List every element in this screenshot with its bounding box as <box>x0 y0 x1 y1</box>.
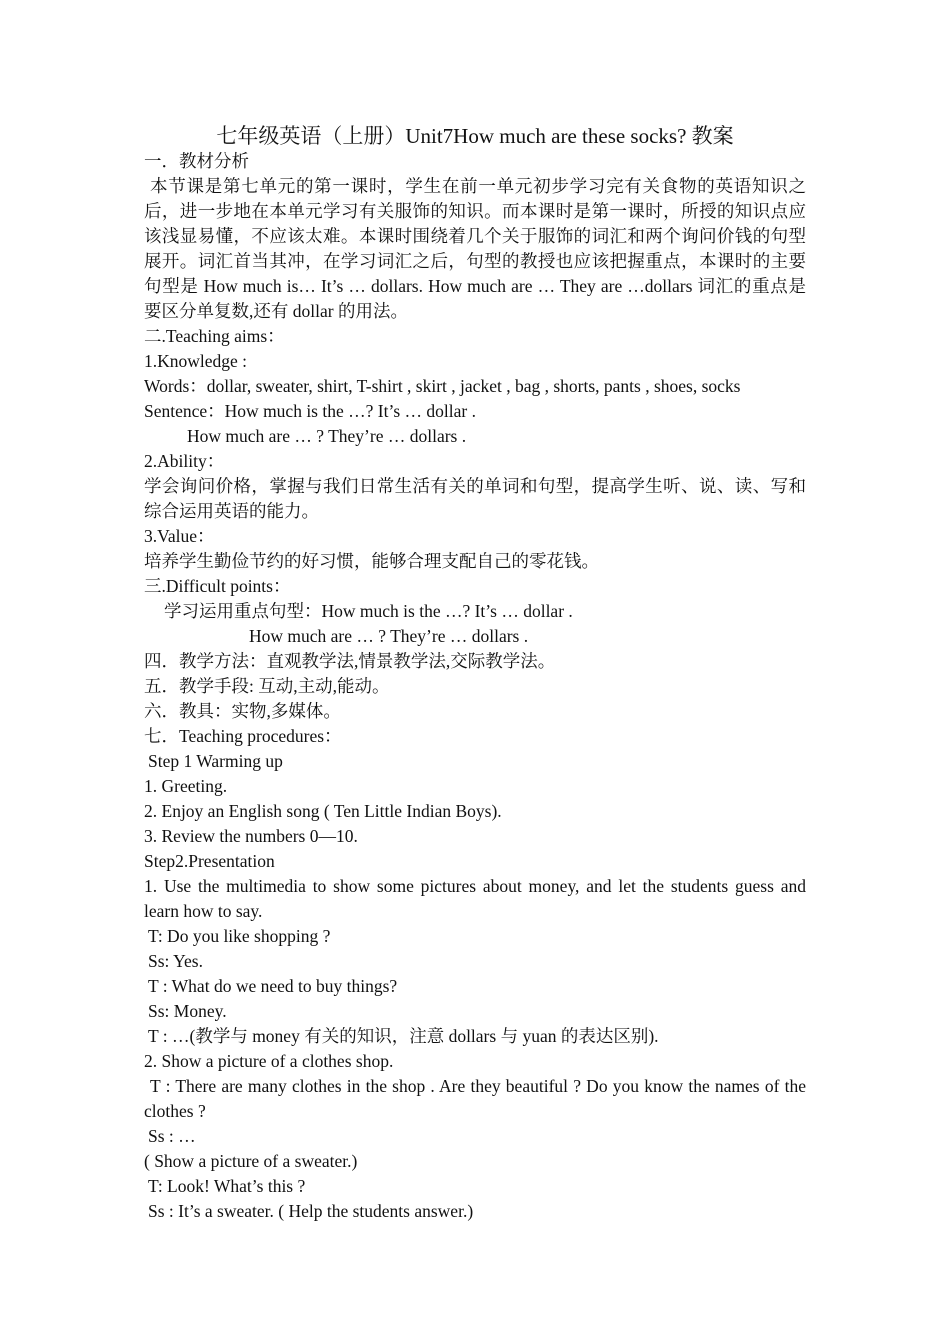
section-heading-difficult-points: 三.Difficult points： <box>144 576 291 596</box>
ability-heading: 2.Ability： <box>144 451 225 471</box>
sentence-line-1: Sentence：How much is the …? It’s … dollar . <box>144 401 476 421</box>
value-text: 培养学生勤俭节约的好习惯，能够合理支配自己的零花钱。 <box>144 551 599 571</box>
dialog-line-9: T: Look! What’s this ? <box>148 1176 306 1196</box>
section-heading-teaching-aims: 二.Teaching aims： <box>144 326 285 346</box>
difficult-line-2: How much are … ? They’re … dollars . <box>249 626 529 646</box>
step1-item-1: 1. Greeting. <box>144 776 228 796</box>
step1-item-2: 2. Enjoy an English song ( Ten Little Indian Boys). <box>144 801 502 821</box>
sentence-line-2: How much are … ? They’re … dollars . <box>187 426 467 446</box>
dialog-line-7: Ss : … <box>148 1126 196 1146</box>
section-teaching-aids: 六．教具：实物,多媒体。 <box>144 701 341 721</box>
dialog-line-4: Ss: Money. <box>148 1001 227 1021</box>
dialog-line-5: T : …(教学与 money 有关的知识，注意 dollars 与 yuan 的表达区别). <box>148 1026 659 1046</box>
section-teaching-means: 五．教学手段: 互动,主动,能动。 <box>144 676 390 696</box>
dialog-line-6: T : There are many clothes in the shop . Are they beautiful ? Do you know the names of the clothes ? <box>144 1076 806 1121</box>
step1-heading: Step 1 Warming up <box>148 751 283 771</box>
section-heading-materials-analysis: 一．教材分析 <box>144 151 249 171</box>
dialog-line-10: Ss : It’s a sweater. ( Help the students answer.) <box>148 1201 474 1221</box>
section-teaching-methods: 四．教学方法：直观教学法,情景教学法,交际教学法。 <box>144 651 556 671</box>
dialog-line-8: ( Show a picture of a sweater.) <box>144 1151 358 1171</box>
words-line: Words：dollar, sweater, shirt, T-shirt , skirt , jacket , bag , shorts, pants , shoes, socks <box>144 376 741 396</box>
ability-paragraph: 学会询问价格，掌握与我们日常生活有关的单词和句型，提高学生听、说、读、写和综合运用英语的能力。 <box>144 476 806 521</box>
dialog-line-3: T : What do we need to buy things? <box>148 976 398 996</box>
step2-item-1: 1. Use the multimedia to show some pictures about money, and let the students guess and learn how to say. <box>144 876 806 921</box>
document-body <box>144 149 806 1224</box>
difficult-line-1: 学习运用重点句型：How much is the …? It’s … dollar . <box>164 601 573 621</box>
section-heading-teaching-procedures: 七．Teaching procedures： <box>144 726 342 746</box>
step2-heading: Step2.Presentation <box>144 851 275 871</box>
dialog-line-2: Ss: Yes. <box>148 951 203 971</box>
step1-item-3: 3. Review the numbers 0—10. <box>144 826 358 846</box>
knowledge-heading: 1.Knowledge : <box>144 351 248 371</box>
step2-item-2: 2. Show a picture of a clothes shop. <box>144 1051 394 1071</box>
materials-analysis-paragraph: 本节课是第七单元的第一课时，学生在前一单元初步学习完有关食物的英语知识之后，进一步地在本单元学习有关服饰的知识。而本课时是第一课时，所授的知识点应该浅显易懂，不应该太难。本课时围绕着几个关于服饰的词汇和两个询问价钱的句型展开。词汇首当其冲，在学习词汇之后，句型的教授也应该把握重点，本课时的主要句型是 How much is… It’s … dollars. How much are … They are …dollars 词汇的重点是要区分单复数,还有 dollar 的用法。 <box>144 176 806 321</box>
document-title: 七年级英语（上册）Unit7How much are these socks? 教案 <box>216 124 734 148</box>
dialog-line-1: T: Do you like shopping ? <box>148 926 331 946</box>
value-heading: 3.Value： <box>144 526 215 546</box>
